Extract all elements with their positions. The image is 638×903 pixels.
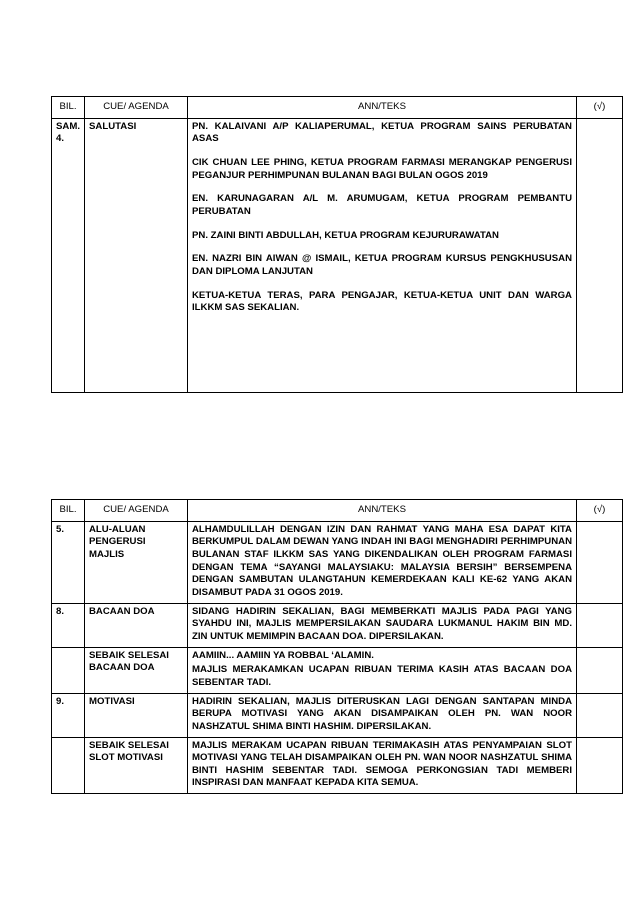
salutation-paragraph: CIK CHUAN LEE PHING, KETUA PROGRAM FARMASI MERANGKAP PENGERUSI PEGANJUR PERHIMPUNAN BULANAN BAGI BULAN OGOS 2019 bbox=[192, 156, 572, 181]
table-row bbox=[52, 737, 623, 794]
salutation-paragraph: KETUA-KETUA TERAS, PARA PENGAJAR, KETUA-KETUA UNIT DAN WARGA ILKKM SAS SEKALIAN. bbox=[192, 289, 572, 314]
cell-cue: MOTIVASI bbox=[85, 693, 188, 737]
cell-bil bbox=[52, 118, 85, 392]
salutation-paragraph: PN. ZAINI BINTI ABDULLAH, KETUA PROGRAM KEJURURAWATAN bbox=[192, 229, 499, 241]
cue-line: ALU-ALUAN bbox=[89, 523, 146, 535]
program-script-table-salutation bbox=[51, 96, 623, 393]
cue-line: MAJLIS bbox=[89, 548, 125, 560]
cue-line: SLOT MOTIVASI bbox=[89, 752, 163, 764]
cell-check bbox=[577, 647, 623, 693]
header-cue-agenda: CUE/ AGENDA bbox=[85, 500, 188, 522]
cell-check bbox=[577, 603, 623, 647]
cue-line: BACAAN DOA bbox=[89, 662, 155, 674]
bil-line: 4. bbox=[56, 133, 65, 145]
cell-ann-teks: SIDANG HADIRIN SEKALIAN, BAGI MEMBERKATI MAJLIS PADA PAGI YANG SYAHDU INI, MAJLIS MEMPERSILAKAN SAUDARA LUKMANUL HAKIM BIN MD. ZIN UNTUK MEMIMPIN BACAAN DOA. DIPERSILAKAN. bbox=[188, 603, 577, 647]
table-row bbox=[52, 118, 623, 392]
cell-check bbox=[577, 521, 623, 603]
header-ann-teks: ANN/TEKS bbox=[188, 97, 577, 119]
cell-bil bbox=[52, 647, 85, 693]
response-line: MAJLIS MERAKAMKAN UCAPAN RIBUAN TERIMA KASIH ATAS BACAAN DOA SEBENTAR TADI. bbox=[192, 664, 572, 688]
cell-bil: 8. bbox=[52, 603, 85, 647]
table-row bbox=[52, 693, 623, 737]
cell-ann-teks: HADIRIN SEKALIAN, MAJLIS DITERUSKAN LAGI DENGAN SANTAPAN MINDA BERUPA MOTIVASI YANG AKAN DISAMPAIKAN OLEH PN. WAN NOOR NASHZATUL SHIMA BINTI HASHIM. DIPERSILAKAN. bbox=[188, 693, 577, 737]
salutation-paragraph: PN. KALAIVANI A/P KALIAPERUMAL, KETUA PROGRAM SAINS PERUBATAN ASAS bbox=[192, 120, 572, 145]
cell-ann-teks: MAJLIS MERAKAM UCAPAN RIBUAN TERIMAKASIH ATAS PENYAMPAIAN SLOT MOTIVASI YANG TELAH DISAMPAIKAN OLEH PN. WAN NOOR NASHZATUL SHIMA BINTI HASHIM SEBENTAR TADI. SEMOGA PERKONGSIAN TADI MEMBERI INSPIRASI DAN MANFAAT KEPADA KITA SEMUA. bbox=[188, 737, 577, 794]
cell-cue bbox=[85, 647, 188, 693]
header-cue-agenda: CUE/ AGENDA bbox=[85, 97, 188, 119]
cell-check bbox=[577, 118, 623, 392]
cell-ann-teks bbox=[188, 647, 577, 693]
cell-cue: BACAAN DOA bbox=[85, 603, 188, 647]
header-bil: BIL. bbox=[52, 500, 85, 522]
header-bil: BIL. bbox=[52, 97, 85, 119]
cell-ann-teks: ALHAMDULILLAH DENGAN IZIN DAN RAHMAT YANG MAHA ESA DAPAT KITA BERKUMPUL DALAM DEWAN YANG INDAH INI BAGI MENGHADIRI PERHIMPUNAN BULANAN STAF ILKKM SAS YANG DIKENDALIKAN OLEH PROGRAM FARMASI DENGAN TEMA “SAYANGI MALAYSIAKU: MALAYSIA BERSIH” BERSEMPENA DENGAN SAMBUTAN ULANGTAHUN KEMERDEKAAN KALI KE-62 YANG AKAN DISAMBUT PADA 31 OGOS 2019. bbox=[188, 521, 577, 603]
table-header-row bbox=[52, 97, 623, 119]
cell-check bbox=[577, 693, 623, 737]
salutation-paragraph: EN. NAZRI BIN AIWAN @ ISMAIL, KETUA PROGRAM KURSUS PENGKHUSUSAN DAN DIPLOMA LANJUTAN bbox=[192, 253, 572, 277]
salutation-paragraph: EN. KARUNAGARAN A/L M. ARUMUGAM, KETUA PROGRAM PEMBANTU PERUBATAN bbox=[192, 193, 572, 217]
cell-bil: 5. bbox=[52, 521, 85, 603]
cell-cue: SALUTASI bbox=[85, 118, 188, 392]
cell-bil bbox=[52, 737, 85, 794]
table-row bbox=[52, 521, 623, 603]
cell-bil: 9. bbox=[52, 693, 85, 737]
table-row bbox=[52, 603, 623, 647]
bil-line: SAM. bbox=[56, 120, 80, 132]
header-check: (√) bbox=[577, 500, 623, 522]
response-line: AAMIIN... AAMIIN YA ROBBAL ‘ALAMIN. bbox=[192, 649, 374, 661]
table-row bbox=[52, 647, 623, 693]
program-script-table-agenda bbox=[51, 499, 623, 794]
cue-line: SEBAIK SELESAI bbox=[89, 649, 169, 661]
header-ann-teks: ANN/TEKS bbox=[188, 500, 577, 522]
cell-check bbox=[577, 737, 623, 794]
header-check: (√) bbox=[577, 97, 623, 119]
table-header-row bbox=[52, 500, 623, 522]
cue-line: SEBAIK SELESAI bbox=[89, 739, 169, 751]
cue-line: PENGERUSI bbox=[89, 536, 146, 548]
cell-cue bbox=[85, 737, 188, 794]
cell-ann-teks bbox=[188, 118, 577, 392]
cell-cue bbox=[85, 521, 188, 603]
